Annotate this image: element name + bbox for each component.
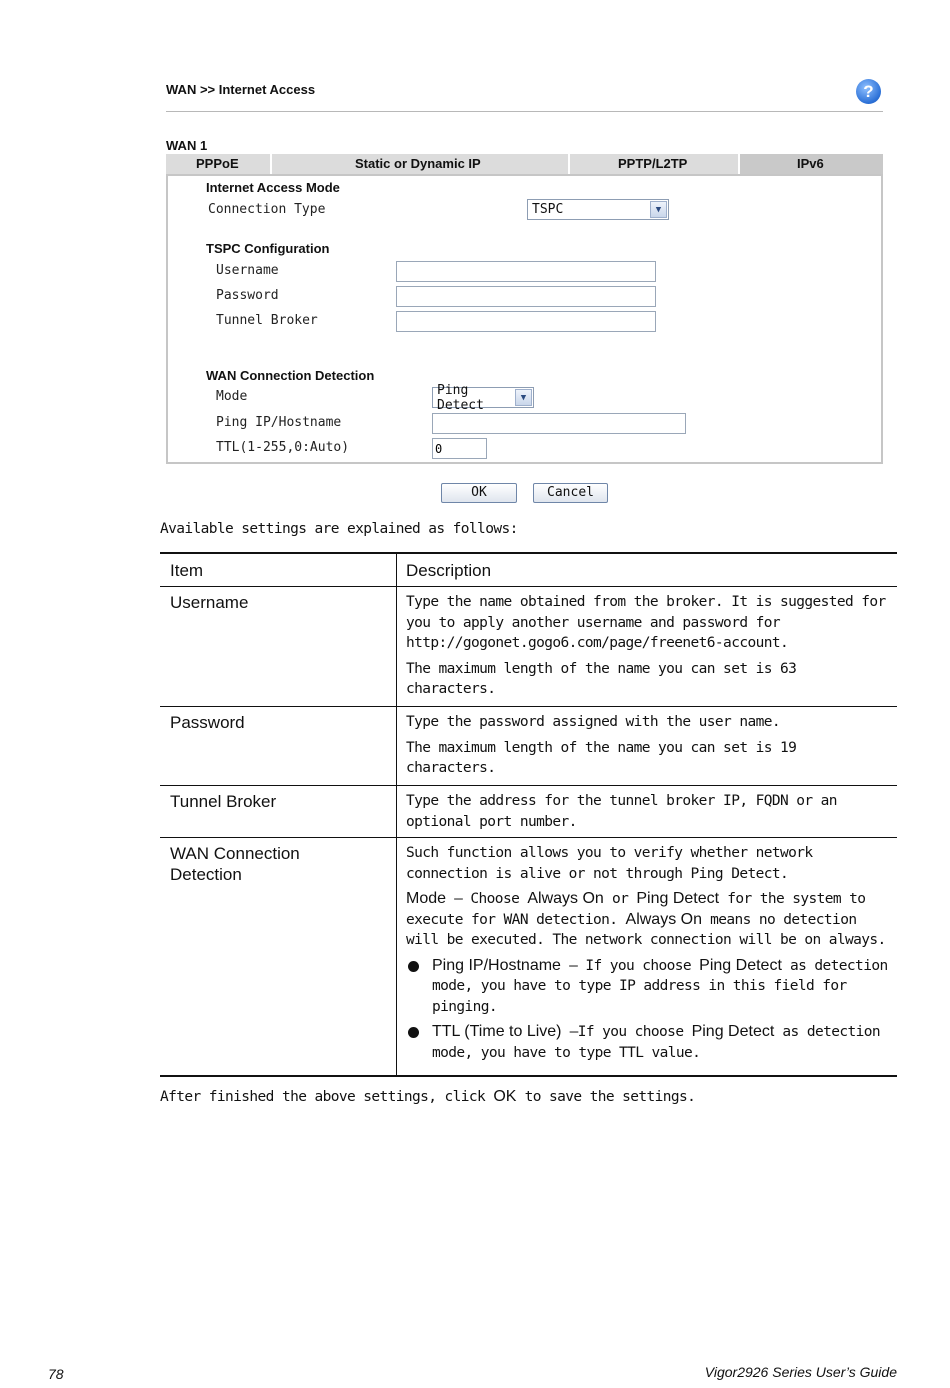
help-icon[interactable]: ? (856, 79, 881, 104)
row-rule (160, 837, 897, 838)
text-fragment: means no detection will be executed. The network connection will be on always. (406, 911, 886, 948)
header-description: Description (406, 561, 492, 580)
term-always-on: Always On (625, 910, 702, 928)
item-password: Password (170, 713, 245, 732)
password-input[interactable] (396, 286, 656, 307)
item-wan-line1: WAN Connection (170, 844, 300, 863)
password-label: Password (216, 288, 279, 303)
guide-title: Vigor2926 Series User’s Guide (704, 1364, 897, 1380)
text-fragment: – If you choose (560, 957, 700, 974)
term-ping-detect: Ping Detect (691, 1023, 775, 1040)
term-always-on: Always On (527, 890, 604, 907)
wan-connection-detection-title: WAN Connection Detection (206, 368, 375, 383)
chevron-down-icon: ▼ (515, 389, 532, 406)
item-wan-connection-detection (170, 843, 300, 885)
term-ttl: TTL (Time to Live) (432, 1023, 562, 1040)
desc-username (406, 592, 891, 705)
text-fragment: as detection mode, you have to type TTL value. (432, 1024, 880, 1061)
table-column-divider (396, 552, 397, 1077)
username-label: Username (216, 263, 279, 278)
desc-tunnel-broker (406, 791, 891, 837)
ttl-label: TTL(1-255,0:Auto) (216, 440, 350, 455)
tab-pppoe[interactable]: PPPoE (166, 154, 272, 174)
ping-hostname-input[interactable] (432, 413, 686, 434)
cancel-button[interactable]: Cancel (533, 483, 608, 503)
table-bottom-rule (160, 1075, 897, 1077)
desc-password-p2: The maximum length of the name you can set is 19 characters. (406, 739, 797, 776)
after-text (160, 1088, 695, 1106)
term-ping-detect: Ping Detect (699, 956, 782, 974)
term-mode: Mode (406, 890, 447, 907)
tspc-configuration-title: TSPC Configuration (206, 241, 330, 256)
internet-access-mode-title: Internet Access Mode (206, 180, 340, 195)
settings-table (160, 552, 897, 1078)
detection-mode-select[interactable] (432, 382, 534, 413)
term-ping-hostname: Ping IP/Hostname (432, 956, 561, 974)
text-fragment: for the system to execute for WAN detection. (406, 891, 866, 928)
row-rule (160, 785, 897, 786)
desc-tunnel-p1: Type the address for the tunnel broker IP, FQDN or an optional port number. (406, 793, 837, 830)
tab-pptp-l2tp[interactable]: PPTP/L2TP (570, 154, 740, 174)
text-fragment: to save the settings. (516, 1089, 696, 1105)
wan-tabs (166, 154, 883, 174)
item-wan-line2: Detection (170, 865, 242, 884)
text-fragment: – Choose (446, 891, 528, 907)
intro-text: Available settings are explained as follows: (160, 521, 518, 537)
text-fragment: as detection mode, you have to type IP address in this field for pinging. (432, 957, 888, 1015)
ok-button[interactable]: OK (441, 483, 517, 503)
text-fragment: –If you choose (561, 1024, 692, 1040)
bullet-ping-hostname (406, 956, 891, 1018)
page-number: 78 (48, 1366, 64, 1382)
desc-wan-connection-detection (406, 843, 891, 1068)
bullet-icon (408, 961, 419, 972)
desc-username-p2: The maximum length of the name you can set is 63 characters. (406, 660, 797, 697)
tab-static-dynamic-ip[interactable]: Static or Dynamic IP (272, 154, 570, 174)
desc-password (406, 712, 891, 784)
text-fragment: After finished the above settings, click (160, 1089, 494, 1105)
header-divider (166, 111, 883, 112)
desc-wan-mode (406, 889, 891, 951)
connection-type-select[interactable] (527, 199, 669, 220)
wan-title: WAN 1 (166, 138, 208, 153)
bullet-ttl (406, 1022, 891, 1063)
connection-type-label: Connection Type (208, 202, 326, 217)
desc-username-p1: Type the name obtained from the broker. It is suggested for you to apply another username and password for http://gogonet.gogo6.com/page/freenet6-account. (406, 594, 886, 651)
desc-password-p1: Type the password assigned with the user name. (406, 714, 780, 730)
username-input[interactable] (396, 261, 656, 282)
header-item: Item (170, 561, 204, 580)
mode-label: Mode (216, 389, 248, 404)
item-username: Username (170, 593, 249, 612)
ttl-input[interactable] (432, 438, 487, 459)
tunnel-broker-input[interactable] (396, 311, 656, 332)
table-top-rule (160, 552, 897, 554)
detection-mode-value: Ping Detect (437, 382, 484, 413)
connection-type-value: TSPC (532, 202, 564, 217)
term-ping-detect: Ping Detect (636, 890, 720, 907)
tunnel-broker-label: Tunnel Broker (216, 313, 318, 328)
ping-hostname-label: Ping IP/Hostname (216, 415, 342, 430)
desc-wan-p1: Such function allows you to verify whether network connection is alive or not through Ping Detect. (406, 845, 813, 882)
bullet-icon (408, 1027, 419, 1038)
chevron-down-icon: ▼ (650, 201, 667, 218)
tab-ipv6[interactable]: IPv6 (740, 154, 883, 174)
row-rule (160, 706, 897, 707)
item-tunnel-broker: Tunnel Broker (170, 792, 277, 811)
text-fragment: or (603, 891, 637, 907)
breadcrumb: WAN >> Internet Access (166, 82, 316, 97)
header-rule (160, 586, 897, 587)
term-ok: OK (493, 1088, 517, 1105)
